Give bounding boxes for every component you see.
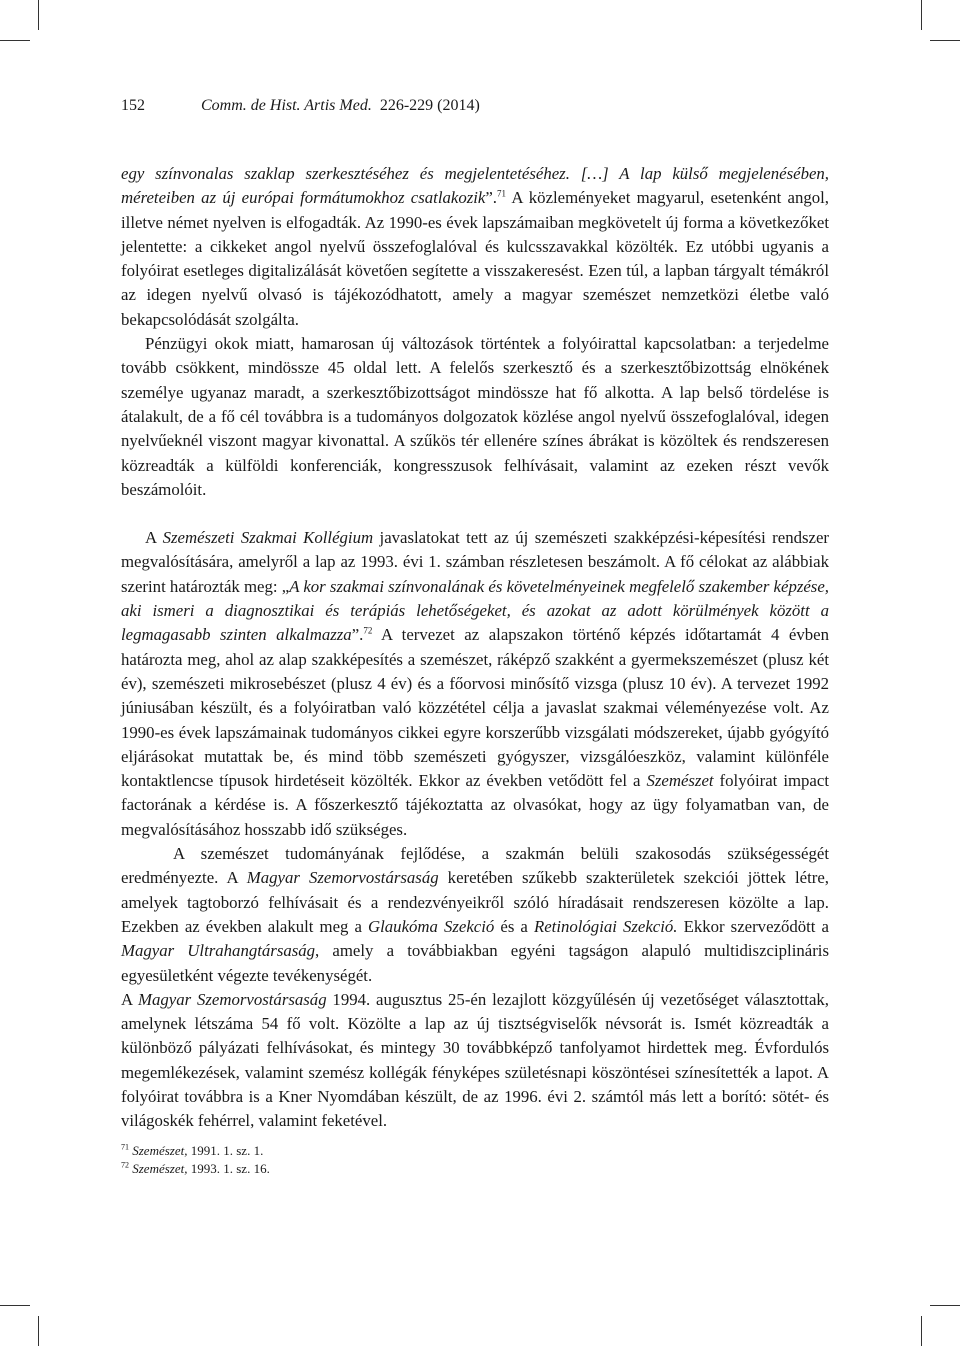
crop-mark-top-left-h (0, 40, 30, 41)
crop-mark-bottom-left-h (0, 1305, 30, 1306)
paragraph-5: A Magyar Szemorvostársaság 1994. augusztus 25-én lezajlott közgyűlésén új vezetőséget választottak, amelynek létszáma 54 fő volt. Közölte a lap az új tisztségviselők névsorát is. Ismét közreadták a különböző pályázati felhívásokat, és mintegy 30 továbbképző tanfolyamot hirdettek meg. Évfordulós megemlékezések, valamint szemész kollégák fényképes születésnapi köszöntései színesítették a lapot. A folyóirat továbbra is a Kner Nyomdában készült, de az 1996. évi 2. számtól más lett a borító: sötét- és világoskék fehérrel, valamint feketével. (121, 989, 829, 1131)
body-text (121, 162, 829, 1134)
paragraph-4: A szemészet tudományának fejlődése, a szakmán belüli szakosodás szükségességét eredményezte. A Magyar Szemorvostársaság keretében szűkebb szakterületek szekciói jöttek létre, amelyek tagtoborzó felhívásait és a rendezvényeikről szóló híradásait rendszeresen közölte a lap. Ezekben az években alakult meg a Glaukóma Szekció és a Retinológiai Szekció. Ekkor szerveződött a Magyar Ultrahangtársaság, amely a továbbiakban egyéni tagságon alapuló multidiszciplináris egyesületként végezte tevékenységét. (121, 844, 830, 985)
footnote-72: $^{72}$ Szemészet, 1993. 1. sz. 16. (121, 1160, 270, 1176)
paragraph-1: egy színvonalas szaklap szerkesztéséhez és megjelentetéséhez. […] A lap külső megjelenésében, méreteiben az új európai formátumokhoz csatlakozik”.$^{71}$ A közleményeket magyarul, esetenként angol, illetve német nyelven is elfogadták. Az 1990-es évek lapszámaiban megkövetelt új forma a következőket jelentette: a cikkeket angol nyelvű összefoglalóval és kulcsszavakkal közölték. Ez utóbbi ugyanis a folyóirat esetleges digitalizálását követően segítette a visszakeresést. Ezen túl, a lapban tárgyalt témákról az idegen nyelvű olvasó is tájékozódhatott, amely a magyar szemészet nemzetközi életbe való bekapcsolódását szolgálta. (121, 164, 829, 329)
crop-mark-bottom-left (38, 1316, 39, 1346)
paragraph-2: Pénzügyi okok miatt, hamarosan új változások történtek a folyóirattal kapcsolatban: a terjedelme tovább csökkent, mindössze 45 oldal lett. A felelős szerkesztő és a szerkesztőbizottság elnökének személye ugyanaz maradt, a szerkesztőbizottságot mindössze hat fő alkotta. A lap belső tördelése is átalakult, de a fő cél továbbra is a tudományos dolgozatok közlése angol nyelvű összefoglalóval, idegen nyelvűeknél viszont magyar kivonattal. A szűkös tér ellenére színes ábrákat is közöltek és rendszeresen közreadták a külföldi konferenciák, kongresszusok felhívásait, valamint az ezeken részt vevők beszámolóit. (121, 334, 829, 499)
footnote-ref-71[interactable]: 71 (497, 188, 507, 199)
journal-pages: 226-229 (2014) (379, 97, 480, 114)
crop-mark-bottom-right (921, 1316, 922, 1346)
crop-mark-top-right-h (930, 40, 960, 41)
running-header (121, 97, 480, 115)
journal-title: Comm. de Hist. Artis Med. (201, 97, 372, 114)
footnote-ref-72[interactable]: 72 (363, 625, 373, 636)
footnotes (121, 1142, 270, 1178)
page-number: 152 (121, 97, 145, 114)
quote-italic: egy színvonalas szaklap szerkesztéséhez és megjelentetéséhez. […] A lap külső megjelenésében, méreteiben az új európai formátumokhoz csatlakozik (121, 164, 829, 208)
footnote-71: $^{71}$ Szemészet, 1991. 1. sz. 1. (121, 1142, 264, 1158)
crop-mark-bottom-right-h (930, 1305, 960, 1306)
crop-mark-top-right (921, 0, 922, 30)
crop-mark-top-left (38, 0, 39, 30)
paragraph-3: A Szemészeti Szakmai Kollégium javaslatokat tett az új szemészeti szakképzési-képesítési rendszer megvalósítására, amelyről a lap az 1993. évi 1. számban részletesen beszámolt. A fő célokat az alábbiak szerint határozták meg: „A kor szakmai színvonalának és követelményeinek megfelelő szakember képzése, aki ismeri a diagnosztikai és terápiás lehetőségeket, és azokat az adott körülmények között a legmagasabb szinten alkalmazza”.$^{72}$ A tervezet az alapszakon történő képzés időtartamát 4 évben határozta meg, ahol az alap szakképesítés a szemészet, ráképző szakként a gyermekszemészet (plusz két év), szemészeti mikrosebészet (plusz 4 év) és a főorvosi minősítő vizsga (plusz 10 év). A tervezet 1992 júniusában készült, és a folyóiratban való közzététel célja a javaslat szakmai véleményezése volt. Az 1990-es évek lapszámainak tudományos cikkei egyre korszerűbb vizsgálati módszereket, újabb gyógyító eljárásokat mutattak be, és mind több szemészeti gyógyszer, vizsgálóeszköz, valamint különféle kontaktlencse típusok hirdetéseit közölték. Ekkor az években vetődött fel a Szemészet folyóirat impact factorának a kérdése is. A főszerkesztő tájékoztatta az olvasókat, hogy az ügy folyamatban van, de megvalósításához hosszabb idő szükséges. (121, 528, 830, 839)
